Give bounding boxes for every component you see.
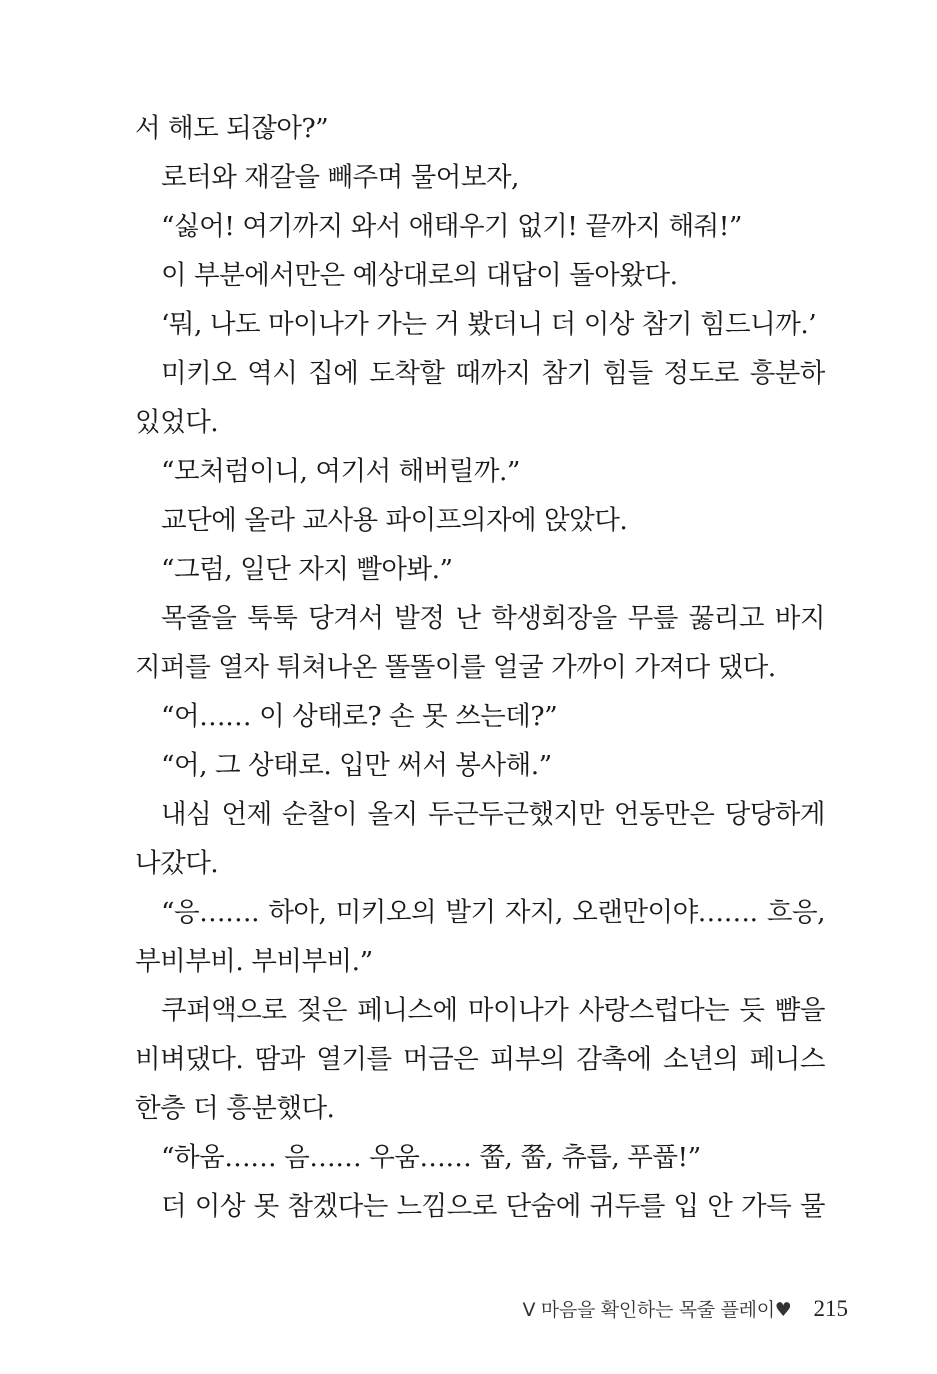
text-line: 더 이상 못 참겠다는 느낌으로 단숨에 귀두를 입 안 가득 물	[161, 1191, 825, 1222]
text-line: 부비부비. 부비부비.”	[135, 946, 373, 977]
text-line: 목줄을 툭툭 당겨서 발정 난 학생회장을 무릎 꿇리고 바지	[161, 603, 825, 634]
text-line: 교단에 올라 교사용 파이프의자에 앉았다.	[161, 505, 628, 536]
text-line: “어, 그 상태로. 입만 써서 봉사해.”	[161, 750, 552, 781]
text-line: 내심 언제 순찰이 올지 두근두근했지만 언동만은 당당하게	[161, 799, 825, 830]
text-line: “모처럼이니, 여기서 해버릴까.”	[161, 456, 520, 487]
text-line: “하움…… 음…… 우움…… 쭙, 쭙, 츄릅, 푸풉!”	[161, 1142, 701, 1173]
text-line: “그럼, 일단 자지 빨아봐.”	[161, 554, 453, 585]
text-line: 있었다.	[135, 407, 219, 438]
text-line: “응……. 하아, 미키오의 발기 자지, 오랜만이야……. 흐응,	[161, 897, 825, 928]
text-line: “싫어! 여기까지 와서 애태우기 없기! 끝까지 해줘!”	[161, 211, 742, 242]
text-line: 로터와 재갈을 빼주며 물어보자,	[161, 162, 519, 193]
page-number: 215	[813, 1296, 848, 1321]
page-footer	[0, 1292, 848, 1326]
body-text	[135, 104, 825, 1231]
text-line: 지퍼를 열자 튀쳐나온 똘똘이를 얼굴 가까이 가져다 댔다.	[135, 652, 776, 683]
text-line: ‘뭐, 나도 마이나가 가는 거 봤더니 더 이상 참기 힘드니까.’	[161, 309, 817, 340]
text-line: 나갔다.	[135, 848, 219, 879]
text-line: 비벼댔다. 땀과 열기를 머금은 피부의 감촉에 소년의 페니스	[135, 1044, 825, 1075]
text-line: 한층 더 흥분했다.	[135, 1093, 335, 1124]
text-line: 서 해도 되잖아?”	[135, 113, 329, 144]
text-line: 쿠퍼액으로 젖은 페니스에 마이나가 사랑스럽다는 듯 뺨을	[161, 995, 825, 1026]
text-line: “어…… 이 상태로? 손 못 쓰는데?”	[161, 701, 558, 732]
text-line: 미키오 역시 집에 도착할 때까지 참기 힘들 정도로 흥분하	[161, 358, 825, 389]
text-line: 이 부분에서만은 예상대로의 대답이 돌아왔다.	[161, 260, 678, 291]
running-chapter-title: V 마음을 확인하는 목줄 플레이♥	[522, 1299, 792, 1321]
